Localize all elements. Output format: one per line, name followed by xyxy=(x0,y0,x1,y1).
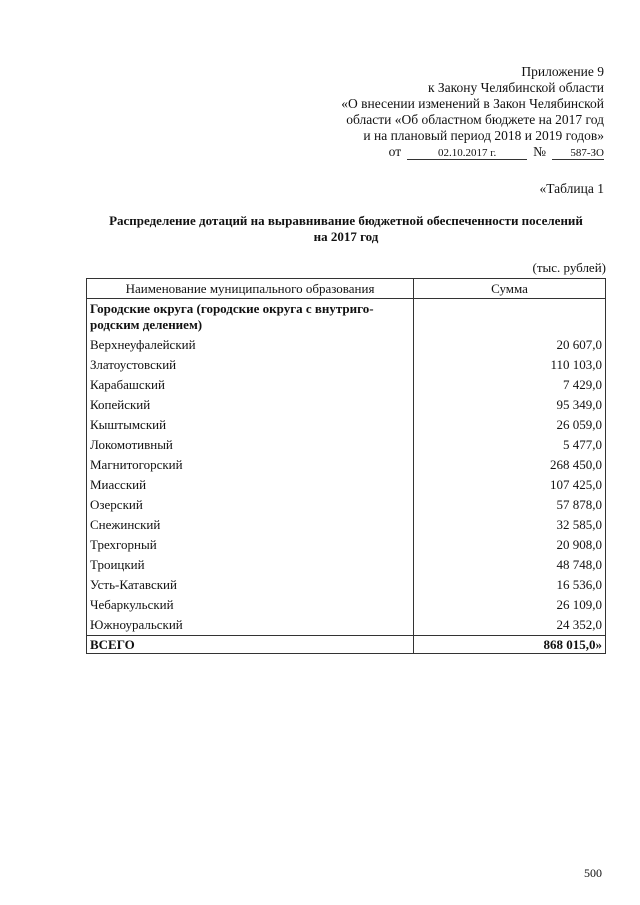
subsidy-amount: 20 908,0 xyxy=(414,535,606,555)
municipality-name: Карабашский xyxy=(87,375,414,395)
group-row xyxy=(87,299,606,336)
municipality-name: Локомотивный xyxy=(87,435,414,455)
from-label: от xyxy=(388,144,402,159)
group-label-line: Городские округа (городские округа с внутриго- xyxy=(90,301,374,316)
document-header xyxy=(284,64,604,160)
subsidy-amount: 20 607,0 xyxy=(414,335,606,355)
title-line: на 2017 год xyxy=(313,229,379,244)
table-header-row xyxy=(87,279,606,299)
table-row xyxy=(87,595,606,615)
table-label: «Таблица 1 xyxy=(539,181,604,196)
law-reference-line: и на плановый период 2018 и 2019 годов» xyxy=(363,128,604,143)
total-row xyxy=(87,636,606,654)
municipality-name: Миасский xyxy=(87,475,414,495)
subsidy-amount: 32 585,0 xyxy=(414,515,606,535)
table-row xyxy=(87,555,606,575)
table-row xyxy=(87,415,606,435)
table-row xyxy=(87,515,606,535)
table-row xyxy=(87,575,606,595)
municipality-name: Верхнеуфалейский xyxy=(87,335,414,355)
column-header-name: Наименование муниципального образования xyxy=(87,279,414,299)
table-row xyxy=(87,435,606,455)
group-label xyxy=(87,299,414,336)
law-number: 587-ЗО xyxy=(552,147,604,160)
subsidy-amount: 57 878,0 xyxy=(414,495,606,515)
table-row xyxy=(87,335,606,355)
subsidy-amount: 110 103,0 xyxy=(414,355,606,375)
law-date: 02.10.2017 г. xyxy=(407,147,527,160)
municipality-name: Троицкий xyxy=(87,555,414,575)
number-label: № xyxy=(533,144,546,159)
subsidy-amount: 26 059,0 xyxy=(414,415,606,435)
total-amount: 868 015,0» xyxy=(414,636,606,654)
table-row xyxy=(87,375,606,395)
municipality-name: Магнитогорский xyxy=(87,455,414,475)
subsidy-amount: 268 450,0 xyxy=(414,455,606,475)
municipality-name: Снежинский xyxy=(87,515,414,535)
table-row xyxy=(87,495,606,515)
municipality-name: Озерский xyxy=(87,495,414,515)
law-reference-line: к Закону Челябинской области xyxy=(427,80,604,95)
subsidy-amount: 16 536,0 xyxy=(414,575,606,595)
municipality-name: Усть-Катавский xyxy=(87,575,414,595)
table-row xyxy=(87,475,606,495)
appendix-label: Приложение 9 xyxy=(521,64,604,79)
subsidy-amount: 5 477,0 xyxy=(414,435,606,455)
subsidy-amount: 95 349,0 xyxy=(414,395,606,415)
municipality-name: Кыштымский xyxy=(87,415,414,435)
column-header-sum: Сумма xyxy=(414,279,606,299)
subsidy-amount: 48 748,0 xyxy=(414,555,606,575)
table-row xyxy=(87,395,606,415)
municipality-name: Чебаркульский xyxy=(87,595,414,615)
table-row xyxy=(87,455,606,475)
subsidy-amount: 26 109,0 xyxy=(414,595,606,615)
subsidy-amount: 24 352,0 xyxy=(414,615,606,636)
title-line: Распределение дотаций на выравнивание бюджетной обеспеченности поселений xyxy=(109,213,583,228)
law-reference-line: области «Об областном бюджете на 2017 год xyxy=(346,112,604,127)
municipality-name: Златоустовский xyxy=(87,355,414,375)
municipality-name: Копейский xyxy=(87,395,414,415)
group-sum-cell xyxy=(414,299,606,336)
table-row xyxy=(87,535,606,555)
subsidy-amount: 7 429,0 xyxy=(414,375,606,395)
units-label: (тыс. рублей) xyxy=(532,260,606,275)
page-number: 500 xyxy=(584,866,602,880)
table-row xyxy=(87,355,606,375)
group-label-line: родским делением) xyxy=(90,317,203,332)
table-row xyxy=(87,615,606,636)
law-reference-line: «О внесении изменений в Закон Челябинской xyxy=(341,96,604,111)
municipality-name: Южноуральский xyxy=(87,615,414,636)
page-title xyxy=(86,213,606,245)
municipality-name: Трехгорный xyxy=(87,535,414,555)
subsidy-table xyxy=(86,278,606,654)
total-label: ВСЕГО xyxy=(87,636,414,654)
law-date-number xyxy=(284,144,604,160)
subsidy-amount: 107 425,0 xyxy=(414,475,606,495)
